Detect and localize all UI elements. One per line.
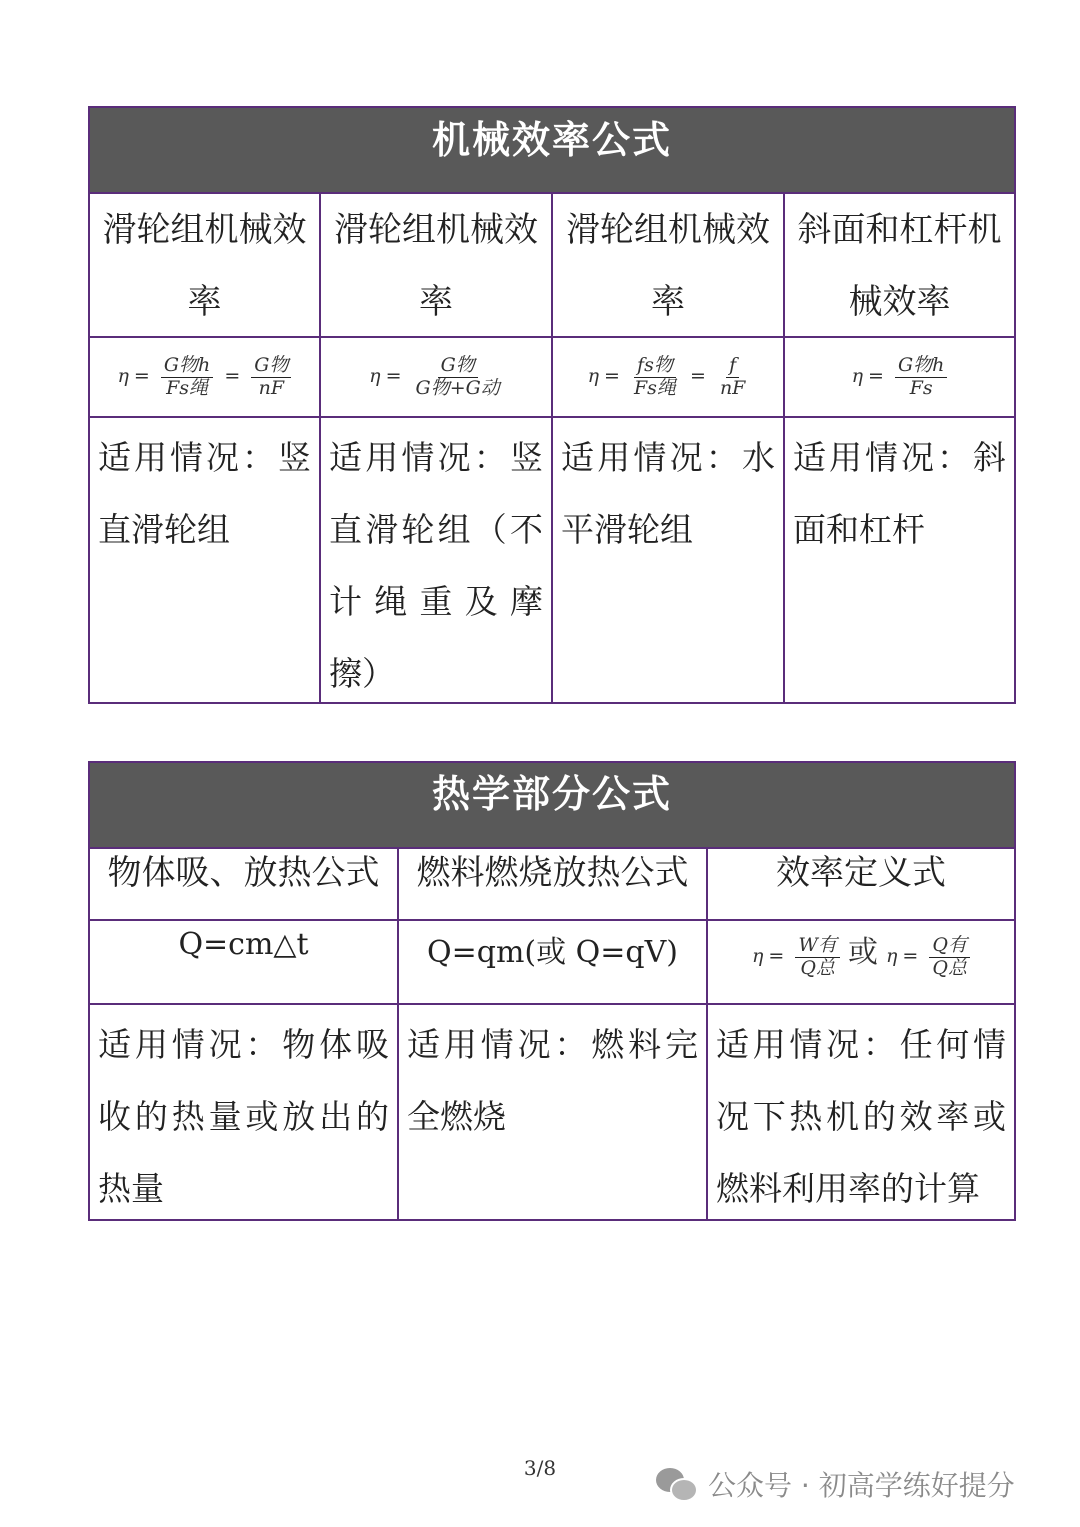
thermal-formula-table: [88, 761, 1016, 1221]
table-title: 热学部分公式: [90, 763, 1014, 849]
header-cell: 滑轮组机械效率: [90, 194, 321, 336]
formula-cell: [90, 338, 321, 416]
header-cell: 物体吸、放热公式: [90, 849, 399, 919]
formula: η = $\frac{\text{W有}}{\text{Q总}}$ 或 η = $\frac{\text{Q有}}{\text{Q总}}$: [750, 927, 972, 979]
watermark-text: 公众号 · 初高学练好提分: [708, 1469, 1015, 1502]
header-row: [90, 194, 1014, 338]
header-cell: 滑轮组机械效率: [553, 194, 785, 336]
header-cell: 滑轮组机械效率: [321, 194, 553, 336]
page-number: 3/8: [523, 1456, 557, 1480]
watermark: [656, 1464, 1015, 1504]
formula: η = $\frac{\text{G物h}}{Fs}$: [850, 355, 950, 400]
note-cell: 适用情况：竖直滑轮组: [90, 418, 321, 702]
note-cell: 适用情况：物体吸收的热量或放出的热量: [90, 1005, 399, 1219]
formula: η = $\frac{\text{fs物}}{\text{Fs绳}}$ = $\frac{f}{nF}$: [587, 353, 746, 399]
formula-cell: [399, 921, 708, 1003]
mechanical-efficiency-table: [88, 106, 1016, 704]
formula: η = $\frac{\text{G物h}}{\text{Fs绳}}$ = $\frac{\text{G物}}{nF}$: [116, 355, 294, 400]
formula-cell: [785, 338, 1014, 416]
formula-cell: [553, 338, 785, 416]
note-cell: 适用情况：燃料完全燃烧: [399, 1005, 708, 1219]
header-cell: 效率定义式: [776, 853, 946, 893]
header-cell: 燃料燃烧放热公式: [399, 849, 708, 919]
header-row: [90, 849, 1014, 921]
wechat-icon: [656, 1466, 696, 1502]
formula-cell: [321, 338, 553, 416]
formula-cell: [708, 921, 1014, 1003]
note-cell: 适用情况：水平滑轮组: [553, 418, 785, 702]
formula: η = $\frac{\text{G物}}{\text{G物+G动}}$: [369, 353, 500, 399]
formula-row: [90, 921, 1014, 1005]
formula-cell: [90, 921, 399, 1003]
header-cell: 斜面和杠杆机械效率: [797, 210, 1002, 322]
note-cell: 适用情况：竖直滑轮组（不计绳重及摩擦）: [321, 418, 553, 702]
table-title: 机械效率公式: [90, 108, 1014, 194]
note-row: [90, 418, 1014, 702]
formula: Q=cm△t: [178, 927, 309, 962]
note-row: [90, 1005, 1014, 1219]
note-cell: 适用情况：任何情况下热机的效率或燃料利用率的计算: [716, 1025, 1006, 1208]
note-cell: 适用情况：斜面和杠杆: [793, 438, 1006, 549]
formula-row: [90, 338, 1014, 418]
formula: Q=qm(或 Q=qV): [427, 935, 678, 970]
